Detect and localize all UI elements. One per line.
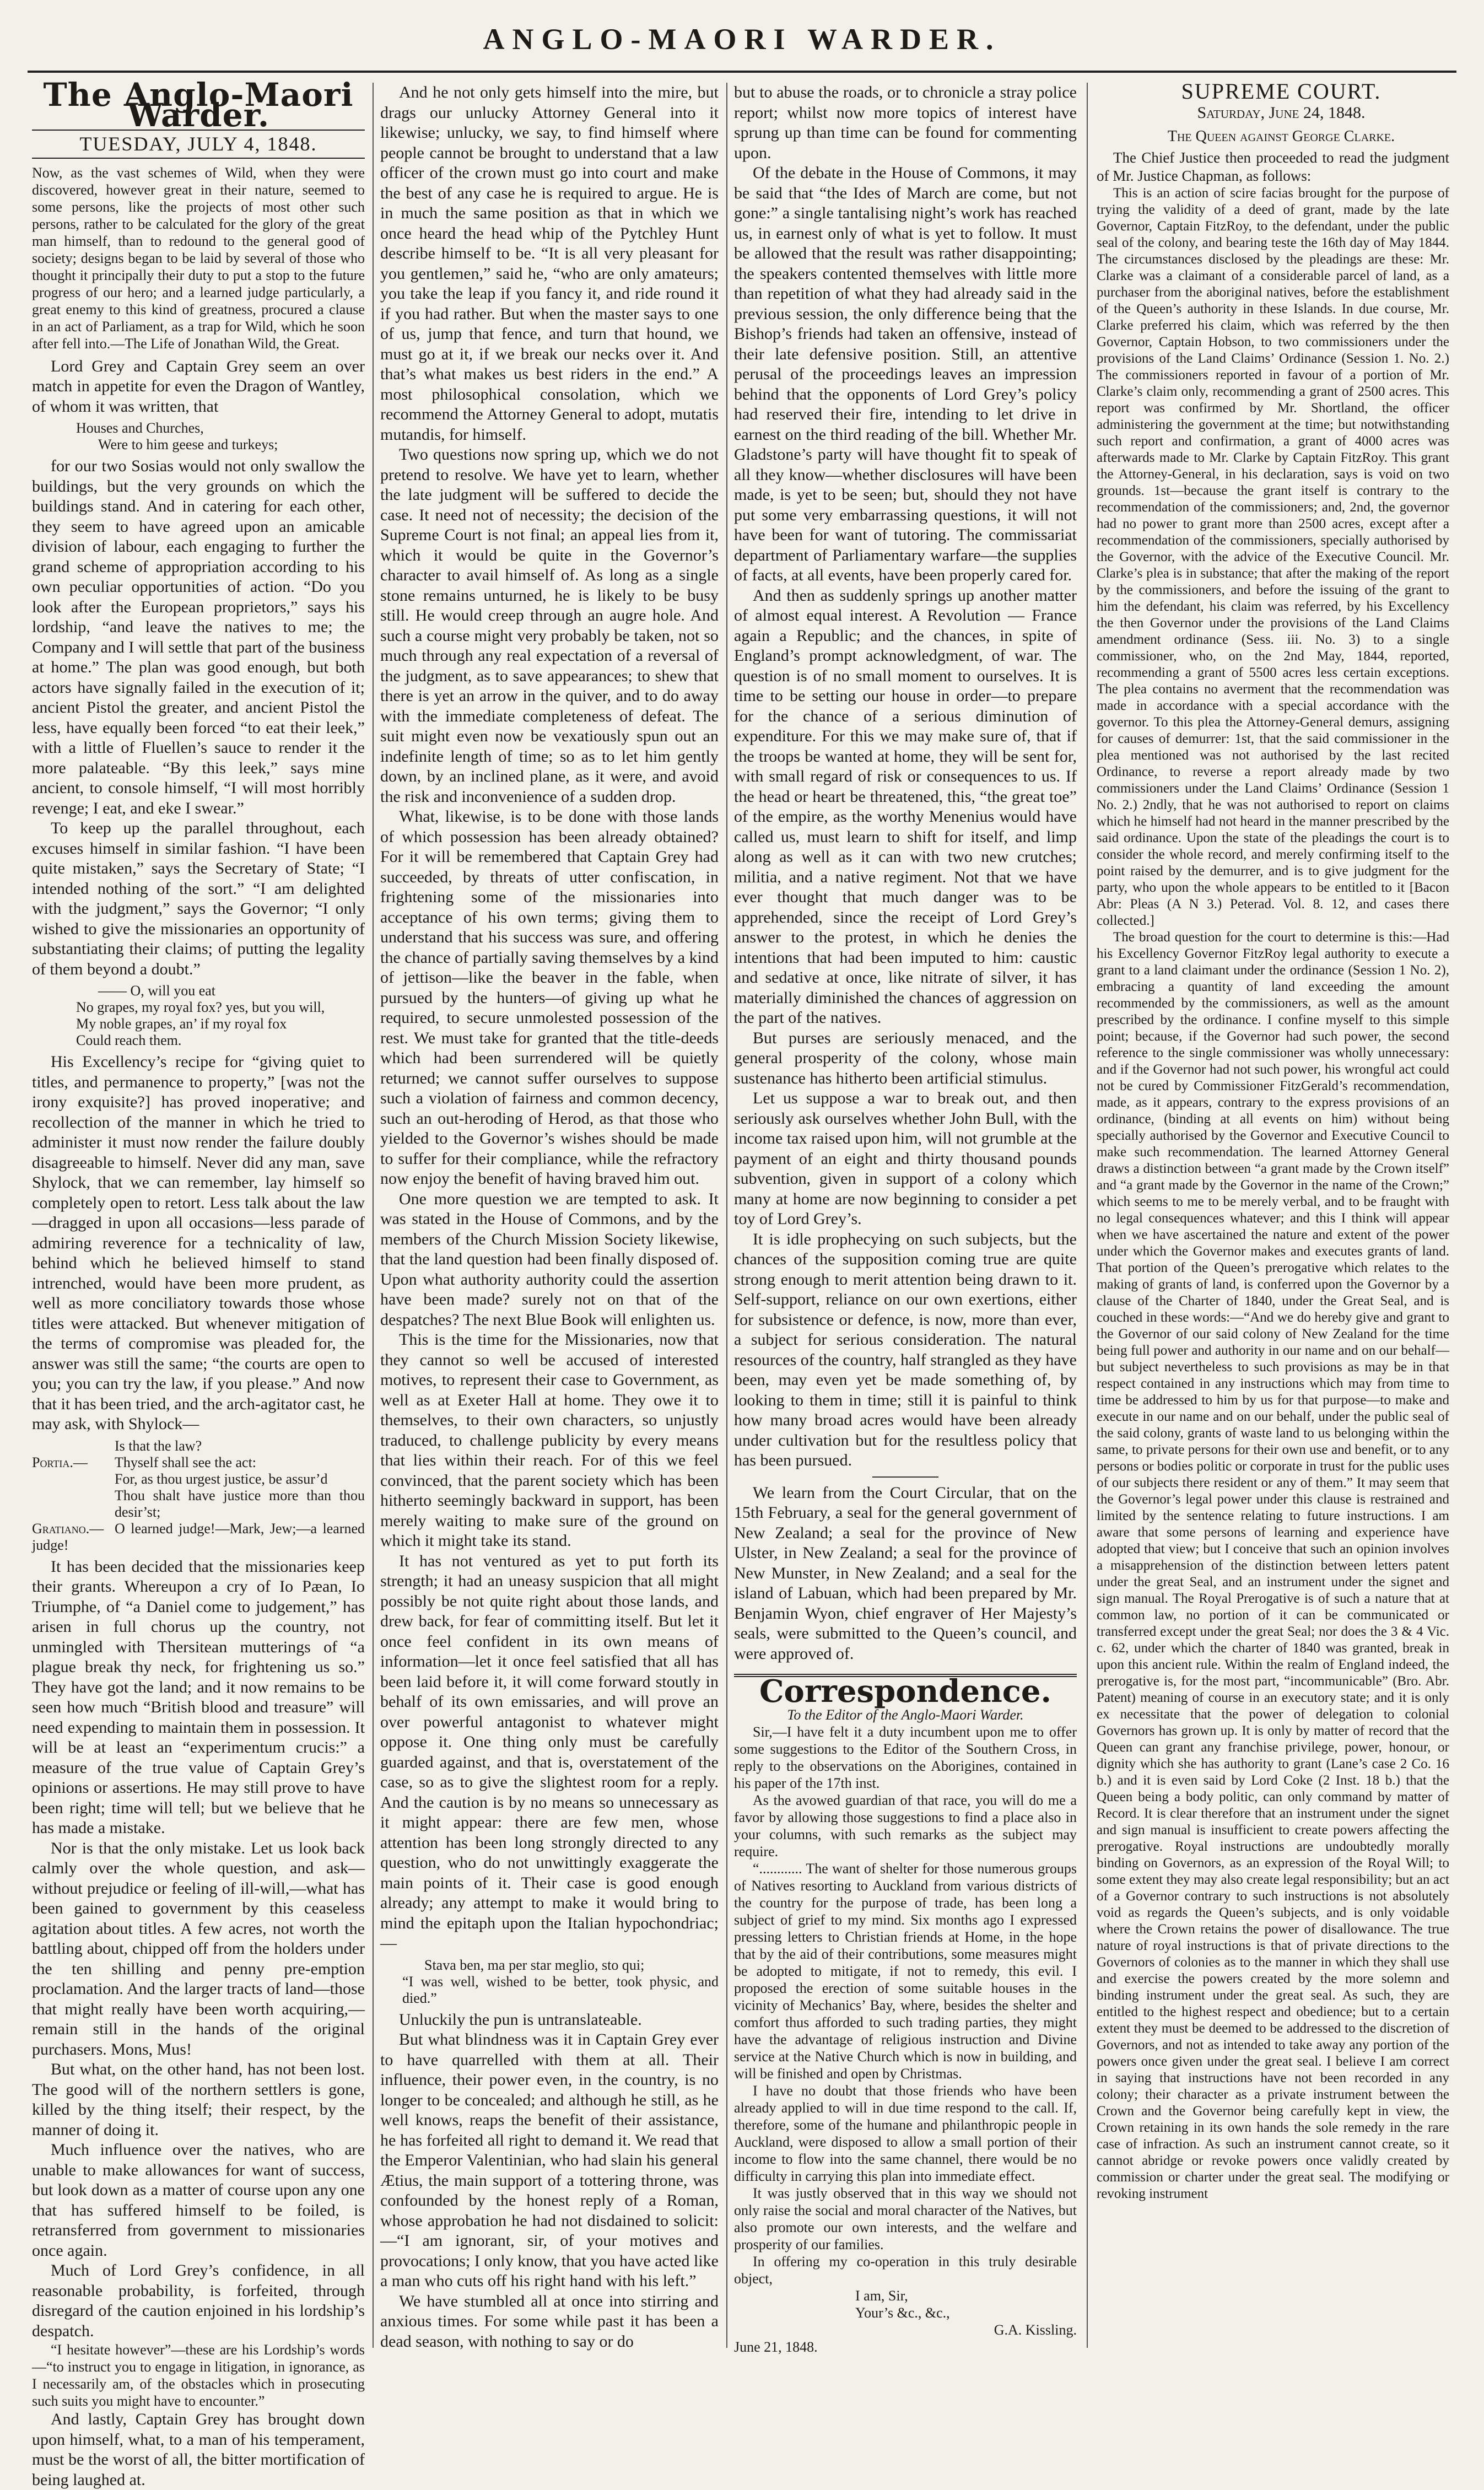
dialog-line: For, as thou urgest justice, be assur’d <box>115 1470 328 1487</box>
dialog-line: Thyself shall see the act: <box>115 1454 257 1470</box>
section-rule <box>872 1476 938 1478</box>
header-rule <box>28 71 1456 73</box>
signoff-line: Your’s &c., &c., <box>855 2304 950 2321</box>
signature: G.A. Kissling. <box>994 2321 1077 2338</box>
masthead: The Anglo-Maori Warder. <box>43 76 354 134</box>
paragraph: The broad question for the court to determine is this:—Had his Excellency Governor FitzRoy legal authority to execute a grant to a land claimant under the ordinance (Session 1 No. 2), embracing a quantity of land exceeding the amount recommended by the commissioners, as well as the amount prescribed by the ordinance. I confine myself to this simple point; because, if the Governor had such power, the second reference to the single commissioner was wholly unnecessary: and if the Governor had not such power, his wrongful act could not be cured by Commissioner FitzGerald’s recommendation, made, as it appears, contrary to the express provisions of an ordinance, (binding at all events on him) without being specially authorised by the Governor and Executive Council to make such recommendation. The learned Attorney General draws a distinction between “a grant made by the Crown itself” and “a grant made by the Governor in the name of the Crown;” which seems to me to be merely verbal, and to be fraught with no legal consequences whatever; and this I think will appear when we have ascertained the nature and extent of the power under which the Governor makes and executes grants of land. That portion of the Queen’s prerogative which relates to the making of grants of land, is conferred upon the Governor by a clause of the Charter of 1840, under the Great Seal, and is couched in these words:—“And we do hereby give and grant to the Governor of our said colony of New Zealand for the time being full power and authority in our name and on our behalf—but subject nevertheless to such provisions as may be in that respect contained in any instructions which may from time to time be addressed to him by us for that purpose—to make and execute in our name and on our behalf, under the public seal of the said colony, grants of waste land to us belonging within the same, to private persons for their own use and benefit, or to any persons or bodies politic or corporate in trust for the public uses of our subjects there resident or any of them.” It may seem that the Governor’s legal power under this clause is restrained and limited by the sentence relating to future instructions. I am aware that some persons of learning and experience have adopted that view; but I conceive that such an opinion involves a misapprehension of the distinction between letters patent under the great Seal, and an instrument under the signet and sign manual. The Royal Prerogative is of such a nature that at common law, no portion of it can be communicated or transferred except under the great Seal; nor does the 3 & 4 Vic. c. 62, under which the charter of 1840 was granted, break in upon this ancient rule. Within the realm of England indeed, the prerogative is, for the most part, “incommunicable” (Bro. Abr. Patent) meaning of course in an executory state; and it is only ex necessitate that the power of delegation to colonial Governors has grown up. It is only by matter of record that the Queen can grant any franchise privilege, power, honour, or dignity which she has authority to grant (Lane’s case 2 Co. 16 b.) and it is even said by Lord Coke (2 Inst. 18 b.) that the Queen being a body politic, can only command by matter of Record. It is clear therefore that an instrument under the signet and sign manual is insufficient to create powers affecting the prerogative. Royal instructions are undoubtedly morally binding on Governors, as an expression of the Royal Will; to some extent they may also create legal responsibility; but an act of a Governor contrary to such instructions is not absolutely void as regards the Queen’s subjects, and is only voidable where the Crown retains the power of disallowance. The true nature of royal instructions is that of private directions to the Governors of colonies as to the manner in which they shall use and exercise the powers created by the more solemn and binding instrument under the great seal. As such, they are entitled to the highest respect and obedience; but to a certain extent they must be deemed to be addressed to the discretion of Governors, and not as intended to take away any portion of the powers once given under the great seal. I believe I am correct in saying that instructions have not been recorded in any colony; their character as a private instrument between the Crown and the Governor being carefully kept in view, the Crown retaining in its own hands the sole remedy in the rare case of infraction. As such an instrument cannot create, so it cannot abridge or revoke powers once validly created by commission or charter under the great seal. The modifying or revoking instrument <box>1097 929 1449 2201</box>
column-4 <box>1097 79 1449 2342</box>
paragraph: Two questions now spring up, which we do not pretend to resolve. We have yet to learn, whether the late judgment will be suffered to decide the case. It need not of necessity; the decision of the Supreme Court is not final; an appeal lies from it, which it would be quite in the Governor’s character to avail himself of. As long as a single stone remains unturned, he is likely to be busy still. He would creep through an augre hole. And such a course might very probably be taken, not so much through any real expectation of a reversal of the judgment, as to save appearances; to shew that there is yet an arrow in the quiver, and to do away with the immediate completeness of defeat. The suit might even now be vexatiously spun out an indefinite length of time; so as to let him gently down, by an inclined plane, as it were, and avoid the risk and inconvenience of a sudden drop. <box>380 445 719 806</box>
paragraph: What, likewise, is to be done with those lands of which possession has been already obtained? For it will be remembered that Captain Grey had succeeded, by threats of utter confiscation, in frightening some of the missionaries into acceptance of his own terms; giving them to understand that his success was sure, and offering the chance of partially saving themselves by a kind of jettison—like the beaver in the fable, when pursued by the hunters—of giving up what he required, to secure unmolested possession of the rest. We must take for granted that the title-deeds which had been surrendered will be quietly returned; we cannot suffer ourselves to suppose such a violation of fairness and common decency, such an out-heroding of Herod, as that those who yielded to the Governor’s wishes should be made to suffer for their compliance, while the refractory now enjoy the benefit of having braved him out. <box>380 807 719 1188</box>
epitaph <box>402 1957 719 2007</box>
paragraph: It is idle prophecying on such subjects, but the chances of the supposition coming true are quite strong enough to merit attention being drawn to it. Self-support, reliance on our own exertions, either for subsistence or defence, is now, more than ever, a subject for serious consideration. The natural resources of the country, half strangled as they have been, may even yet be made something of, by looking to them in time; still it is painful to think how many broad acres would have been already under cultivation but for the resultless policy that has been pursued. <box>734 1230 1077 1469</box>
verse-line: Were to him geese and turkeys; <box>98 436 278 452</box>
verse-line: My noble grapes, an’ if my royal fox <box>76 1016 287 1032</box>
quotation: “I hesitate however”—these are his Lordship’s words—“to instruct you to engage in litigation, in ignorance, as I necessarily am, of the obstacles which in prosecuting such suits you might have to encounter.” <box>32 2342 365 2409</box>
dialog <box>32 1438 365 1554</box>
epitaph-line: Stava ben, ma per star meglio, sto qui; <box>424 1957 645 1973</box>
letter-paragraph: Sir,—I have felt it a duty incumbent upon me to offer some suggestions to the Editor of the Southern Cross, in reply to the observations on the Aborigines, contained in his paper of the 17th inst. <box>734 1723 1077 1791</box>
paragraph: We learn from the Court Circular, that on the 15th February, a seal for the general government of New Zealand; a seal for the province of New Ulster, in New Zealand; a seal for the province of New Munster, in New Zealand; and a seal for the island of Labuan, which had been prepared by Mr. Benjamin Wyon, chief engraver of Her Majesty’s seals, were submitted to the Queen’s council, and were approved of. <box>734 1483 1077 1663</box>
speaker-name: Gratiano.— <box>32 1520 104 1537</box>
letter-paragraph: I have no doubt that those friends who have been already applied to will in due time respond to the call. If, therefore, some of the humane and philanthropic people in Auckland, were disposed to allow a small portion of their income to flow into the same channel, there would be no difficulty in carrying this plan into immediate effect. <box>734 2082 1077 2184</box>
verse-line: Houses and Churches, <box>76 420 204 436</box>
letter-paragraph: As the avowed guardian of that race, you will do me a favor by allowing those suggestions to find a place also in your columns, with such remarks as the subject may require. <box>734 1792 1077 1860</box>
section-heading: SUPREME COURT. <box>1181 79 1382 104</box>
paragraph: It has been decided that the missionaries keep their grants. Whereupon a cry of Io Pæan, Io Triumphe, of “a Daniel come to judgement,” has arisen in full chorus up the country, not unmingled with Thersitean mutterings of “a plague break thy neck, for frightening us so.” They have got the land; and it now remains to be seen how much “British blood and treasure” will need expending to maintain them in possession. It will be at least an “experimentum crucis:” a measure of the true value of Captain Grey’s opinions or assertions. He may still prove to have been right; time will tell; but we believe that he has made a mistake. <box>32 1557 365 1837</box>
letter-address: To the Editor of the Anglo-Maori Warder. <box>787 1706 1024 1723</box>
paragraph: The Chief Justice then proceeded to read the judgment of Mr. Justice Chapman, as follows: <box>1097 149 1449 185</box>
dialog-line: Thou shalt have justice more than thou desir’st; <box>115 1487 365 1520</box>
column-1 <box>32 76 365 2489</box>
dateline: TUESDAY, JULY 4, 1848. <box>32 130 365 159</box>
paragraph: One more question we are tempted to ask. It was stated in the House of Commons, and by the members of the Church Mission Society likewise, that the land question had been finally disposed of. Upon what authority authority could the assertion have been made? surely not on that of the despatches? The next Blue Book will enlighten us. <box>380 1189 719 1329</box>
paragraph: It has not ventured as yet to put forth its strength; it had an uneasy suspicion that all might possibly be not quite right about those lands, and drew back, for fear of committing itself. But let it once feel confident in its own means of information—let it once feel satisfied that all has been laid before it, it will come forward stoutly in behalf of its own emissaries, and will prove an over powerful antagonist to whatever might oppose it. One thing only must be carefully guarded against, and that is, overstatement of the case, so as to give the slightest room for a reply. And the caution is by no means so unnecessary as it might appear: there are few men, whose attention has been long strongly directed to any question, who do not unwittingly exaggerate the main points of it. Their case is good enough already; any attempt to make it would bring to mind the epitaph upon the Italian hypochondriac;— <box>380 1551 719 1952</box>
paragraph: This is the time for the Missionaries, now that they cannot so well be accused of interested motives, to represent their case to Government, as well as at Exeter Hall at home. They owe it to themselves, to their own characters, so unjustly traduced, to challenge publicity by every means that lies within their reach. For of this we feel convinced, that the parent society which has been hitherto seemingly backward in support, has been merely waiting to make sure of the ground on which it might take its stand. <box>380 1330 719 1550</box>
paragraph: To keep up the parallel throughout, each excuses himself in similar fashion. “I have been quite mistaken,” says the Secretary of State; “I intended nothing of the sort.” “I am delighted with the judgment,” says the Governor; “I only wished to give the missionaries an opportunity of substantiating their claims; of putting the legality of them beyond a doubt.” <box>32 819 365 978</box>
verse-line: Could reach them. <box>76 1032 182 1048</box>
paragraph: But what blindness was it in Captain Grey ever to have quarrelled with them at all. Their influence, their power even, in the country, is no longer to be concealed; and although he still, as he well knows, reaps the benefit of their assistance, he has forfeited all right to demand it. We read that the Emperor Valentinian, who had slain his general Ætius, the main support of a tottering throne, was confounded by the honest reply of a Roman, whose approbation he had not disdained to solicit:—“I am ignorant, sir, of your motives and provocations; I only know, that you have acted like a man who cuts off his right hand with his left.” <box>380 2030 719 2290</box>
epigraph: Now, as the vast schemes of Wild, when they were discovered, however great in their nature, seemed to some persons, like the projects of most other such persons, rather to be calculated for the glory of the great man himself, than to redound to the general good of society; designs began to be laid by several of those who thought it principally their duty to put a stop to the future progress of our hero; and a learned judge particularly, a great enemy to this kind of greatness, procured a clause in an act of Parliament, as a trap for Wild, which he soon after fell into.—The Life of Jonathan Wild, the Great. <box>32 164 365 352</box>
letter-paragraph: In offering my co-operation in this truly desirable object, <box>734 2253 1077 2287</box>
paragraph: Much of Lord Grey’s confidence, in all reasonable probability, is forfeited, through disregard of the caution enjoined in his lordship’s despatch. <box>32 2261 365 2340</box>
paragraph: for our two Sosias would not only swallow the buildings, but the very grounds on which the buildings stand. And in catering for each other, they seem to have agreed upon an amicable division of labour, each engaging to further the grand scheme of appropriation according to his own peculiar opportunities of action. “Do you look after the European proprietors,” says his lordship, “and leave the natives to me; the Company and I will settle that part of the business at home.” The plan was good enough, but both actors have signally failed in the execution of it; ancient Pistol the greater, and ancient Pistol the less, have equally been forced “to eat their leek,” with a little of Fluellen’s sauce to render it the more palateable. “By this leek,” says mine ancient, to console himself, “I will most horribly revenge; I eat, and eke I swear.” <box>32 457 365 817</box>
epitaph-line: “I was well, wished to be better, took physic, and died.” <box>402 1973 719 2006</box>
dialog-line: O learned judge!—Mark, Jew;—a learned judge! <box>32 1520 365 1553</box>
paragraph: but to abuse the roads, or to chronicle a stray police report; whilst now more topics of interest have sprung up than time can be found for commenting upon. <box>734 83 1077 162</box>
paragraph: Much influence over the natives, who are unable to make allowances for want of success, but look down as a matter of course upon any one that has suffered himself to be foiled, is retransferred from government to missionaries once again. <box>32 2141 365 2260</box>
column-3 <box>734 83 1077 2355</box>
letter-date: June 21, 1848. <box>734 2338 818 2355</box>
verse-line: —— O, will you eat <box>98 983 216 999</box>
paragraph: We have stumbled all at once into stirring and anxious times. For some while past it has been a dead season, with nothing to say or do <box>380 2292 719 2351</box>
verse <box>76 420 365 453</box>
paragraph: This is an action of scire facias brought for the purpose of trying the validity of a deed of grant, made by the late Governor, Captain FitzRoy, to the defendant, under the public seal of the colony, and bearing teste the 16th day of May 1844. The circumstances disclosed by the pleadings are these: Mr. Clarke was a claimant of a considerable parcel of land, as a purchaser from the aboriginal natives, before the establishment of the Queen’s authority in these Islands. In due course, Mr. Clarke preferred his claim, which was referred by the then Governor, Captain Hobson, to two commissioners under the provisions of the Land Claims’ Ordinance (Session 1. No. 2.) The commissioners reported in favour of a portion of Mr. Clarke’s claim only, recommending a grant of 2500 acres. This report was confirmed by Mr. Shortland, the officer administering the government at the time; but notwithstanding such report and confirmation, a grant of 4000 acres was afterwards made to Mr. Clarke by Captain FitzRoy. This grant the Attorney-General, in his declaration, says is void on two grounds. 1st—because the grant itself is contrary to the recommendation of the commissioners; and, 2nd, the governor had no power to grant more than 2500 acres, except after a recommendation of the commissioners, specially authorised by the Governor, with the advice of the Executive Council. Mr. Clarke’s plea is in substance; that after the making of the report by the commissioners, and before the issuing of the grant to him the defendant, his claim was referred, by his Excellency the then Governor under the provisions of the Land Claims amendment ordinance (Sess. iii. No. 3) to a single commissioner, who, on the 2nd May, 1844, reported, recommending a grant of 5500 acres less certain exceptions. The plea contains no averment that the recommendation was made in accordance with a special accordance with the governor. To this plea the Attorney-General demurs, assigning for causes of demurrer: 1st, that the said commissioner in the plea mentioned was not authorised by the last recited Ordinance, to reverse a report already made by two commissioners under the Land Claims’ Ordinance (Session 1 No. 2.) 2ndly, that he was not authorised to report on claims which he himself had not heard in the manner prescribed by the said ordinance. Upon the state of the pleadings the court is to consider the whole record, and merely confirming itself to the point raised by the demurrer, and is to give judgment for the party, who upon the whole appears to be entitled to it [Bacon Abr: Pleas (A N 3.) Peterad. Vol. 8. 12, and cases there collected.] <box>1097 185 1449 928</box>
letter-paragraph: “............ The want of shelter for those numerous groups of Natives resorting to Auckland from various districts of the country for the purpose of trade, has been long a subject of grief to my mind. Six months ago I expressed pressing letters to Christian friends at Home, in the hope that by the aid of their contributions, some measures might be adopted to mitigate, if not to remedy, this evil. I proposed the erection of some suitable houses in the vicinity of Mechanics’ Bay, where, besides the shelter and comfort thus afforded to such trading parties, they might have the advantage of religious instruction and Divine service at the Native Church which is now in building, and will be finished and open by Christmas. <box>734 1860 1077 2082</box>
column-rule <box>1087 83 1088 2348</box>
speaker-name: Portia.— <box>32 1454 88 1470</box>
paragraph: But what, on the other hand, has not been lost. The good will of the northern settlers is gone, killed by the thing itself; their respect, by the manner of doing it. <box>32 2060 365 2139</box>
verse-line: No grapes, my royal fox? yes, but you will, <box>76 999 325 1015</box>
paragraph: Nor is that the only mistake. Let us look back calmly over the whole question, and ask—without prejudice or feeling of ill-will,—what has been gained to government by this ceaseless agitation about titles. A few acres, not worth the battling about, chipped off from the holders under the ten shilling and penny pre-emption proclamation. And the larger tracts of land—those that might really have been worth acquiring,—remain still in the hands of the original purchasers. Mons, Mus! <box>32 1839 365 2058</box>
paragraph: And then as suddenly springs up another matter of almost equal interest. A Revolution — France again a Republic; and the chances, in spite of England’s prompt acknowledgment, of war. The question is of no small moment to ourselves. It is time to be setting our house in order—to prepare for the chance of a serious diminution of expenditure. For this we may make sure of, that if the troops be wanted at home, they will be sent for, with small regard of risk or consequences to us. If the head or heart be threatened, this, “the great toe” of the empire, as the worthy Menenius would have called us, must learn to shift for itself, and limp along as well as it can with two new crutches; militia, and a native regiment. Not that we have ever thought that much danger was to be apprehended, since the receipt of Lord Grey’s answer to the protest, in which he denies the intentions that had been imputed to him: caustic and sedative at once, like nitrate of silver, it has materially diminished the chances of aggression on the part of the natives. <box>734 586 1077 1027</box>
case-title: The Queen against George Clarke. <box>1167 127 1395 145</box>
paragraph: His Excellency’s recipe for “giving quiet to titles, and permanence to property,” [was not the irony exquisite?] has proved inoperative; and recollection of the manner in which he tried to administer it must now render the failure doubly disagreeable to himself. Never did any man, save Shylock, that we can remember, lay himself so completely open to retort. Less talk about the law—dragged in upon all occasions—less parade of admiring reverence for a technicality of law, behind which he believed himself to stand intrenched, would have been more prudent, as well as more conciliatory towards those whose titles were attacked. But whenever mitigation of the terms of compromise was pleaded for, the answer was still the same; “the courts are open to you; you can try the law, if you please.” And now that it has been tried, and the arch-agitator cast, he may ask, with Shylock— <box>32 1053 365 1433</box>
running-head: ANGLO-MAORI WARDER. <box>483 23 1001 56</box>
paragraph: Unluckily the pun is untranslateable. <box>399 2010 642 2029</box>
column-rule <box>373 83 374 2348</box>
paragraph: And he not only gets himself into the mire, but drags our unlucky Attorney General into it likewise; unlucky, we say, to find himself where people cannot be brought to understand that a law officer of the crown must go into court and make the best of any case he is required to argue. He is in much the same position as that in which we once heard the head whip of the Pytchley Hunt describe himself to be. “It is all very pleasant for you gentlemen,” said he, “who are only amateurs; you take the leap if you fancy it, and ride round it if you had rather. But when the master says to one of us, jump that fence, and turn that hound, we must go at it, if we break our necks over it. And that’s what makes us best riders in the end.” A most philosophical consolation, which we recommend the Attorney General to adopt, mutatis mutandis, for himself. <box>380 83 719 444</box>
section-heading: Correspondence. <box>759 1673 1052 1710</box>
paragraph: And lastly, Captain Grey has brought down upon himself, what, to a man of his temperament, must be the worst of all, the bitter mortification of being laughed at. <box>32 2410 365 2489</box>
verse <box>76 983 365 1049</box>
letter-signoff <box>734 2287 1077 2356</box>
paragraph: Of the debate in the House of Commons, it may be said that “the Ides of March are come, but not gone:” a single tantalising night’s work has reached us, in earnest only of what is yet to follow. It must be allowed that the result was rather disappointing; the speakers contented themselves with little more than repetition of what they had already said in the previous session, the only difference being that the Bishop’s friends had taken an offensive, instead of their late defensive position. Still, an attentive perusal of the proceedings leaves an impression behind that the opponents of Lord Grey’s policy had reserved their fire, intending to let drive in earnest on the third reading of the bill. Whether Mr. Gladstone’s party will have thought fit to speak of all they know—whether disclosures will have been made, is yet to be seen; but, should they not have put some very embarrassing questions, it will not have been for want of tutoring. The commissariat department of Parliamentary warfare—the supplies of facts, at all events, have been properly cared for. <box>734 164 1077 584</box>
dialog-line: Is that the law? <box>115 1437 202 1454</box>
section-date: Saturday, June 24, 1848. <box>1197 103 1366 122</box>
paragraph: Lord Grey and Captain Grey seem an over match in appetite for even the Dragon of Wantley, of whom it was written, that <box>32 357 365 416</box>
column-rule <box>726 83 727 2348</box>
signoff-line: I am, Sir, <box>855 2287 908 2304</box>
paragraph: But purses are seriously menaced, and the general prosperity of the colony, whose main sustenance has hitherto been artificial stimulus. <box>734 1028 1077 1087</box>
column-2 <box>380 83 719 2351</box>
paragraph: Let us suppose a war to break out, and then seriously ask ourselves whether John Bull, with the income tax raised upon him, will not grumble at the payment of an eight and thirty thousand pounds subvention, given in support of a colony which many at home are now beginning to consider a pet toy of Lord Grey’s. <box>734 1089 1077 1228</box>
letter-paragraph: It was justly observed that in this way we should not only raise the social and moral character of the Natives, but also promote our own interests, and the welfare and prosperity of our families. <box>734 2185 1077 2252</box>
